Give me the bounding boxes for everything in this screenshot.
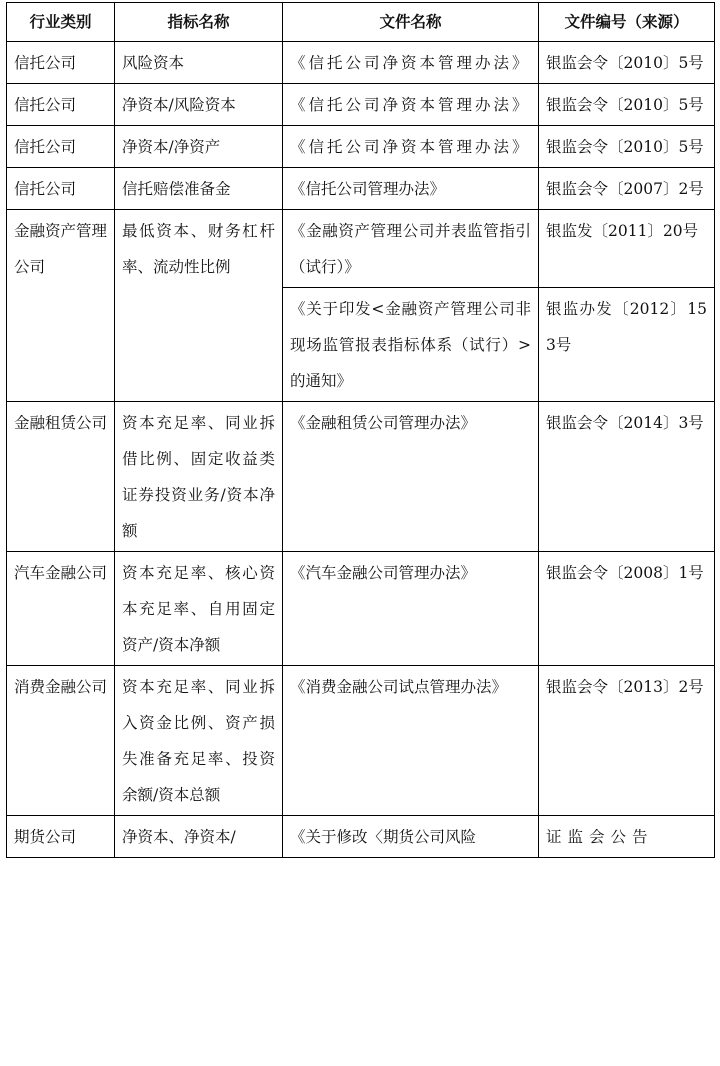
cell-document: 《关于修改〈期货公司风险 xyxy=(283,816,539,858)
table-row xyxy=(7,552,715,666)
cell-indicator: 资本充足率、同业拆入资金比例、资产损失准备充足率、投资余额/资本总额 xyxy=(115,666,283,816)
table-row xyxy=(7,168,715,210)
header-category: 行业类别 xyxy=(7,3,115,42)
cell-indicator: 净资本、净资本/ xyxy=(115,816,283,858)
regulation-table xyxy=(6,2,715,858)
cell-document: 《汽车金融公司管理办法》 xyxy=(283,552,539,666)
cell-document: 《金融资产管理公司并表监管指引（试行）》 xyxy=(283,210,539,288)
header-indicator: 指标名称 xyxy=(115,3,283,42)
table-row xyxy=(7,666,715,816)
cell-category: 金融租赁公司 xyxy=(7,402,115,552)
cell-category: 信托公司 xyxy=(7,126,115,168)
table-row xyxy=(7,126,715,168)
cell-category: 期货公司 xyxy=(7,816,115,858)
table-row xyxy=(7,816,715,858)
table-row xyxy=(7,42,715,84)
cell-category: 汽车金融公司 xyxy=(7,552,115,666)
cell-source: 银监会令〔2013〕2号 xyxy=(539,666,715,816)
cell-indicator: 信托赔偿准备金 xyxy=(115,168,283,210)
cell-source: 银监会令〔2010〕5号 xyxy=(539,84,715,126)
cell-indicator: 净资本/风险资本 xyxy=(115,84,283,126)
cell-document: 《消费金融公司试点管理办法》 xyxy=(283,666,539,816)
cell-source: 银监会令〔2014〕3号 xyxy=(539,402,715,552)
cell-document: 《金融租赁公司管理办法》 xyxy=(283,402,539,552)
cell-indicator: 最低资本、财务杠杆率、流动性比例 xyxy=(115,210,283,402)
cell-document: 《信托公司净资本管理办法》 xyxy=(283,84,539,126)
cell-indicator: 资本充足率、同业拆借比例、固定收益类证券投资业务/资本净额 xyxy=(115,402,283,552)
cell-source: 银监办发〔2012〕153号 xyxy=(539,288,715,402)
cell-category: 信托公司 xyxy=(7,84,115,126)
cell-source: 银监会令〔2010〕5号 xyxy=(539,42,715,84)
cell-category: 消费金融公司 xyxy=(7,666,115,816)
cell-document: 《信托公司净资本管理办法》 xyxy=(283,42,539,84)
cell-document: 《信托公司净资本管理办法》 xyxy=(283,126,539,168)
cell-document: 《信托公司管理办法》 xyxy=(283,168,539,210)
table-row xyxy=(7,402,715,552)
cell-category: 信托公司 xyxy=(7,42,115,84)
cell-category: 金融资产管理公司 xyxy=(7,210,115,402)
table-row xyxy=(7,210,715,288)
cell-source: 银监会令〔2007〕2号 xyxy=(539,168,715,210)
header-source: 文件编号（来源） xyxy=(539,3,715,42)
cell-indicator: 净资本/净资产 xyxy=(115,126,283,168)
table-header-row xyxy=(7,3,715,42)
cell-source: 证监会公告 xyxy=(539,816,715,858)
cell-document: 《关于印发<金融资产管理公司非现场监管报表指标体系（试行）>的通知》 xyxy=(283,288,539,402)
cell-indicator: 资本充足率、核心资本充足率、自用固定资产/资本净额 xyxy=(115,552,283,666)
cell-source: 银监会令〔2010〕5号 xyxy=(539,126,715,168)
cell-source: 银监发〔2011〕20号 xyxy=(539,210,715,288)
cell-indicator: 风险资本 xyxy=(115,42,283,84)
cell-category: 信托公司 xyxy=(7,168,115,210)
cell-source: 银监会令〔2008〕1号 xyxy=(539,552,715,666)
header-document: 文件名称 xyxy=(283,3,539,42)
table-row xyxy=(7,84,715,126)
